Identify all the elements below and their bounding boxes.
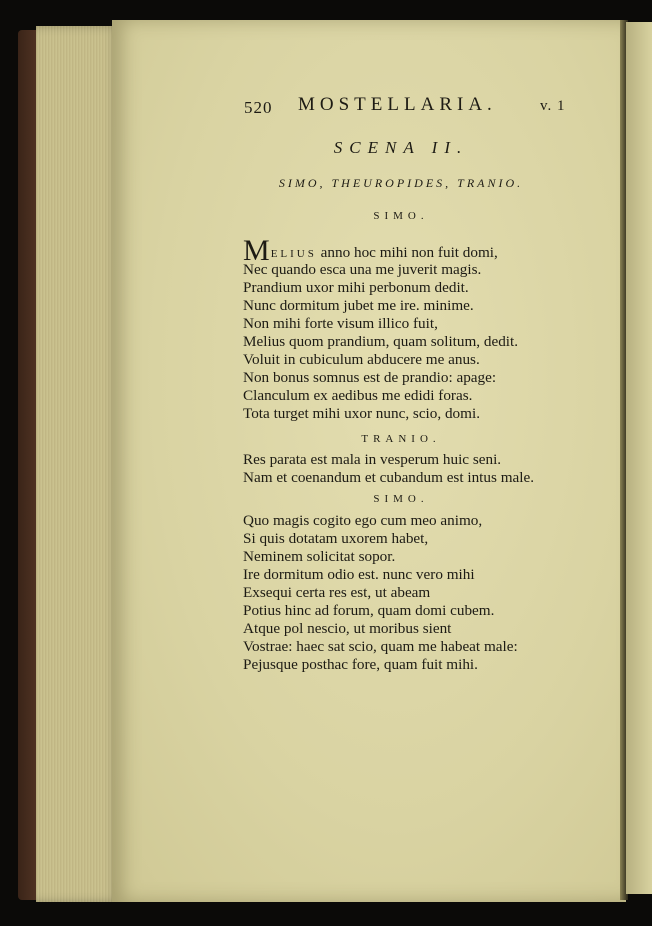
page-number: 520 xyxy=(244,98,273,117)
verse-line: Exsequi certa res est, ut abeam xyxy=(243,584,431,601)
speaker-label: SIMO. xyxy=(373,210,429,222)
verse-line: Res parata est mala in vesperum huic seni. xyxy=(243,451,502,468)
verse-line: Quo magis cogito ego cum meo animo, xyxy=(243,512,483,529)
dramatis-personae: SIMO, THEUROPIDES, TRANIO. xyxy=(278,176,524,190)
verse-line: Atque pol nescio, ut moribus sient xyxy=(243,620,452,637)
running-title: MOSTELLARIA. xyxy=(298,94,497,115)
drop-cap: M xyxy=(243,234,270,267)
verse-line: Neminem solicitat sopor. xyxy=(243,548,396,565)
speaker-label: SIMO. xyxy=(373,493,429,505)
verse-line: Ire dormitum odio est. nunc vero mihi xyxy=(243,566,475,583)
verse-line: Clanculum ex aedibus me edidi foras. xyxy=(243,387,473,404)
verse-line: Prandium uxor mihi perbonum dedit. xyxy=(243,279,469,296)
verse-line: Nunc dormitum jubet me ire. minime. xyxy=(243,297,474,314)
verse-line: Potius hinc ad forum, quam domi cubem. xyxy=(243,602,495,619)
verse-line: Pejusque posthac fore, quam fuit mihi. xyxy=(243,656,478,673)
first-word-smallcaps: ELIUS xyxy=(270,248,317,260)
verse-line: Voluit in cubiculum abducere me anus. xyxy=(243,351,480,368)
verse-line: Non bonus somnus est de prandio: apage: xyxy=(243,369,497,386)
verse-line xyxy=(243,234,498,267)
verse-line: Melius quom prandium, quam solitum, dedit. xyxy=(243,333,519,350)
verse-line: Non mihi forte visum illico fuit, xyxy=(243,315,438,332)
verse-line: Nam et coenandum et cubandum est intus male. xyxy=(243,469,535,486)
verse-line: Vostrae: haec sat scio, quam me habeat male: xyxy=(243,638,518,655)
scene-title: SCENA II. xyxy=(333,138,469,157)
first-line-rest: anno hoc mihi non fuit domi, xyxy=(316,244,498,261)
verse-line: Si quis dotatam uxorem habet, xyxy=(243,530,429,547)
verse-line: Tota turget mihi uxor nunc, scio, domi. xyxy=(243,405,480,422)
speaker-label: TRANIO. xyxy=(361,433,441,445)
act-indicator: v. 1 xyxy=(540,98,566,114)
verse-line: Nec quando esca una me juverit magis. xyxy=(243,261,482,278)
